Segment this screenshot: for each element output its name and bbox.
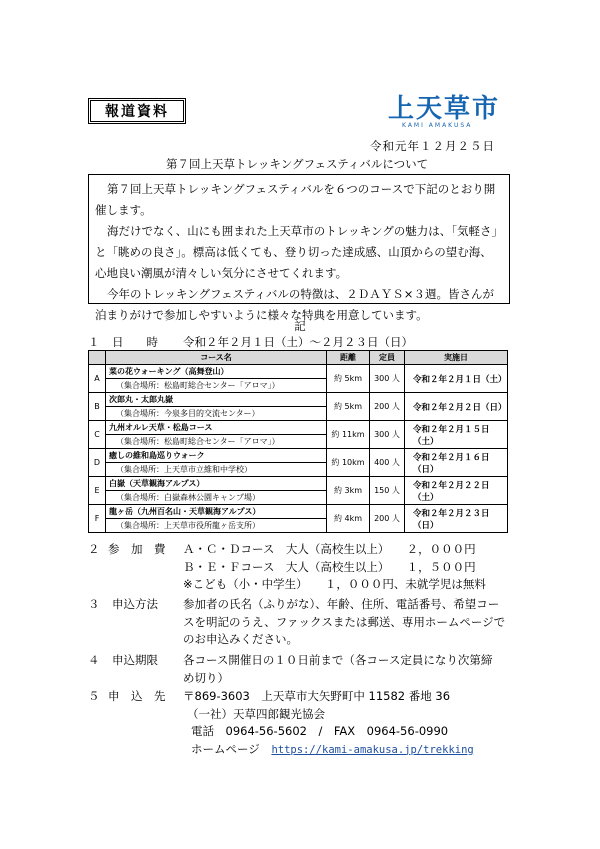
course-capacity: 200 人 <box>370 393 405 421</box>
course-capacity: 300 人 <box>370 421 405 449</box>
apply-method-label: 申込方法 <box>112 597 158 611</box>
course-name: 九州オルレ天草・松島コース <box>106 421 327 435</box>
contact-phone: 電話 0964-56-5602 / FAX 0964-56-0990 <box>191 724 449 738</box>
course-date: 令和２年２月２３日（日） <box>405 505 508 533</box>
apply-method-num: ３ <box>88 597 100 611</box>
course-name: 龍ヶ岳（九州百名山・天草観海アルプス） <box>106 505 327 519</box>
table-row <box>89 505 508 519</box>
course-name: 白嶽（天草観海アルプス） <box>106 477 327 491</box>
course-distance: 約 10km <box>327 449 370 477</box>
apply-method-line: 参加者の氏名（ふりがな）、年齢、住所、電話番号、希望コー <box>183 597 500 611</box>
table-row <box>89 421 508 435</box>
header-course: コース名 <box>106 351 327 365</box>
apply-method-body <box>183 596 513 649</box>
fee-line: Ａ・Ｃ・Ｄコース 大人（高校生以上） ２，０００円 <box>183 542 476 556</box>
course-letter: C <box>89 421 106 449</box>
course-meeting-place: （集合場所：松島町総合センター「アロマ」） <box>106 379 327 393</box>
homepage-label: ホームページ <box>191 741 260 756</box>
deadline-body <box>183 652 513 687</box>
course-distance: 約 3km <box>327 477 370 505</box>
header-distance: 距離 <box>327 351 370 365</box>
fee-line: Ｂ・Ｅ・Ｆコース 大人（高校生以上） １，５００円 <box>183 559 476 574</box>
course-date: 令和２年２月１日（土） <box>405 365 508 393</box>
logo-sub-text: KAMI AMAKUSA <box>402 122 473 129</box>
contact-body <box>183 688 513 759</box>
header-capacity: 定員 <box>370 351 405 365</box>
course-date: 令和２年２月１６日（日） <box>405 449 508 477</box>
press-release-label <box>88 98 186 124</box>
document-title: 第７回上天草トレッキングフェスティバルについて <box>166 157 429 171</box>
course-capacity: 300 人 <box>370 365 405 393</box>
deadline-line: 各コース開催日の１０日前まで（各コース定員になり次第締 <box>183 653 493 667</box>
city-logo <box>388 96 508 130</box>
course-date: 令和２年２月１５日（土） <box>405 421 508 449</box>
course-meeting-place: （集合場所：今泉多目的交流センター） <box>106 407 327 421</box>
course-letter: A <box>89 365 106 393</box>
course-meeting-place: （集合場所：白嶽森林公園キャンプ場） <box>106 491 327 505</box>
course-distance: 約 5km <box>327 365 370 393</box>
header-blank <box>89 351 106 365</box>
release-date: 令和元年１２月２５日 <box>370 139 495 153</box>
course-distance: 約 11km <box>327 421 370 449</box>
apply-method-line: のお申込みください。 <box>183 632 298 646</box>
header-date: 実施日 <box>405 351 508 365</box>
schedule-num: １ <box>88 335 100 349</box>
fee-body <box>183 541 513 594</box>
table-row <box>89 477 508 491</box>
intro-paragraph: 今年のトレッキングフェスティバルの特徴は、２ＤＡＹＳ×３週。皆さんが泊まりがけで参加しやすいように様々な特典を用意しています。 <box>95 287 494 322</box>
deadline-label: 申込期限 <box>112 653 158 667</box>
course-name: 癒しの維和島巡りウォーク <box>106 449 327 463</box>
table-row <box>89 449 508 463</box>
fee-line: ※こども（小・中学生） １，０００円、未就学児は無料 <box>183 577 486 591</box>
course-meeting-place: （集合場所：松島町総合センター「アロマ」） <box>106 435 327 449</box>
course-meeting-place: （集合場所：上天草市立維和中学校） <box>106 463 327 477</box>
course-letter: E <box>89 477 106 505</box>
course-meeting-place: （集合場所：上天草市役所龍ヶ岳支所） <box>106 519 327 533</box>
contact-address: 〒869-3603 上天草市大矢野町中 11582 番地 36 <box>183 689 451 703</box>
intro-paragraph: 海だけでなく、山にも囲まれた上天草市のトレッキングの魅力は、「気軽さ」と「眺めの良さ」。標高は低くても、登り切った達成感、山頂からの望む海、心地良い潮風が清々しい気分にさせてくれます。 <box>95 224 498 280</box>
press-release-text: 報道資料 <box>105 104 169 120</box>
course-name: 菜の花ウォーキング（高舞登山） <box>106 365 327 379</box>
table-row <box>89 393 508 407</box>
course-date: 令和２年２月２日（日） <box>405 393 508 421</box>
table-header-row <box>89 351 508 365</box>
contact-homepage <box>183 741 513 760</box>
course-capacity: 150 人 <box>370 477 405 505</box>
course-distance: 約 4km <box>327 505 370 533</box>
schedule-value: 令和２年２月１日（土）～２月２３日（日） <box>183 335 413 349</box>
intro-paragraph: 第７回上天草トレッキングフェスティバルを６つのコースで下記のとおり開催します。 <box>95 182 496 217</box>
course-date: 令和２年２月２２日（土） <box>405 477 508 505</box>
contact-num: ５ <box>88 689 100 703</box>
contact-label: 申 込 先 <box>108 689 166 703</box>
intro-box <box>88 174 510 322</box>
deadline-line: め切り） <box>183 670 229 685</box>
course-letter: D <box>89 449 106 477</box>
contact-org: （一社）天草四郎観光協会 <box>187 706 325 721</box>
course-letter: F <box>89 505 106 533</box>
fee-label: 参 加 費 <box>108 542 166 556</box>
table-row <box>89 365 508 379</box>
course-table <box>88 350 508 533</box>
course-name: 次郎丸・太郎丸嶽 <box>106 393 327 407</box>
course-capacity: 400 人 <box>370 449 405 477</box>
logo-main-text: 上天草市 <box>388 94 501 124</box>
apply-method-line: スを明記のうえ、ファックスまたは郵送、専用ホームページで <box>183 614 506 629</box>
course-letter: B <box>89 393 106 421</box>
course-distance: 約 5km <box>327 393 370 421</box>
ki-heading: 記 <box>294 319 306 333</box>
fee-num: ２ <box>88 542 100 556</box>
deadline-num: ４ <box>88 653 100 667</box>
course-capacity: 200 人 <box>370 505 405 533</box>
homepage-link[interactable]: https://kami-amakusa.jp/trekking <box>271 743 474 756</box>
schedule-label: 日 時 <box>112 335 158 349</box>
